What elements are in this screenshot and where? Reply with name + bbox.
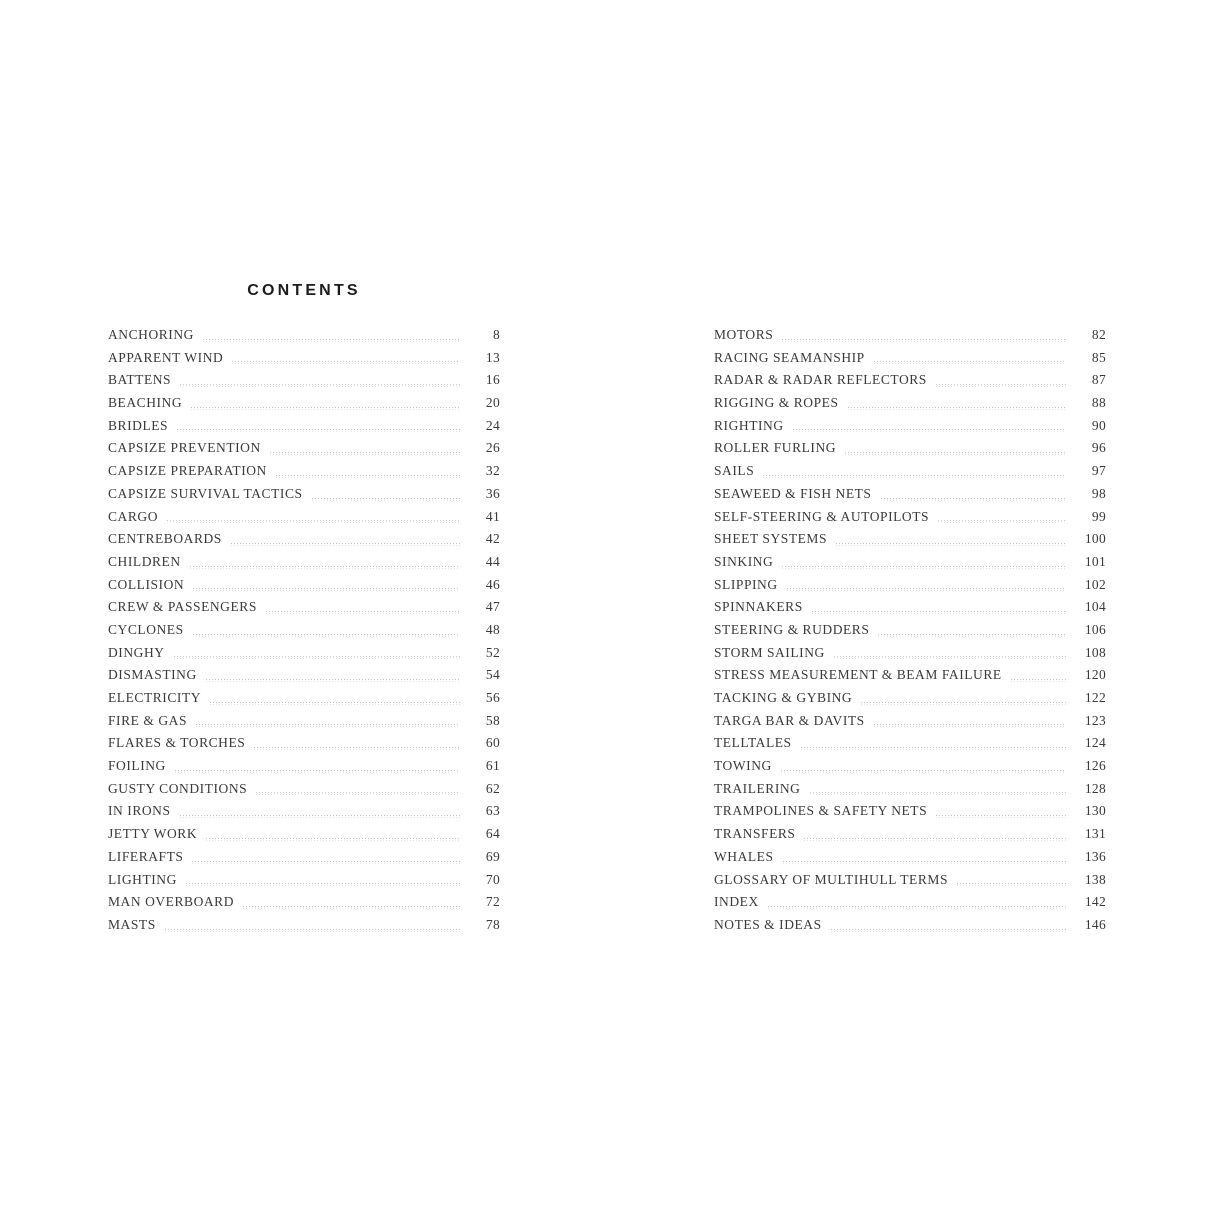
leader-dots	[787, 588, 1066, 591]
toc-entry-page-number: 32	[485, 463, 500, 479]
toc-entry-page-number: 90	[1091, 417, 1106, 433]
toc-entry	[108, 460, 500, 483]
toc-entry-title: ROLLER FURLING	[714, 440, 837, 456]
toc-entry-page-number: 97	[1091, 463, 1106, 479]
toc-entry-title: RADAR & RADAR REFLECTORS	[714, 372, 927, 388]
leader-dots	[848, 407, 1066, 410]
toc-entry-title: LIGHTING	[108, 871, 177, 887]
toc-entry	[714, 369, 1106, 392]
toc-entry	[714, 823, 1106, 846]
leader-dots	[812, 611, 1066, 614]
toc-entry-title: SELF-STEERING & AUTOPILOTS	[714, 508, 930, 524]
leader-dots	[191, 407, 460, 410]
toc-entry	[714, 460, 1106, 483]
toc-entry-page-number: 70	[485, 871, 500, 887]
leader-dots	[196, 724, 460, 727]
toc-entry-page-number: 120	[1084, 667, 1106, 683]
toc-entry-page-number: 85	[1091, 349, 1106, 365]
leader-dots	[763, 475, 1066, 478]
toc-entry	[714, 415, 1106, 438]
leader-dots	[165, 929, 460, 932]
toc-entry	[714, 914, 1106, 937]
toc-entry-title: LIFERAFTS	[108, 848, 184, 864]
toc-entry-title: FLARES & TORCHES	[108, 735, 246, 751]
toc-entry	[714, 528, 1106, 551]
toc-entry-title: SLIPPING	[714, 576, 778, 592]
leader-dots	[782, 339, 1066, 342]
toc-entry-page-number: 60	[485, 735, 500, 751]
toc-entry-page-number: 62	[485, 780, 500, 796]
toc-entry-title: BEACHING	[108, 395, 183, 411]
toc-entry-title: TACKING & GYBING	[714, 690, 853, 705]
toc-entry-title: TRANSFERS	[714, 826, 796, 842]
toc-entry	[108, 732, 500, 755]
toc-entry-page-number: 41	[485, 508, 500, 524]
leader-dots	[193, 588, 460, 591]
toc-entry-page-number: 88	[1091, 395, 1106, 411]
toc-entry	[714, 642, 1106, 665]
toc-entry	[714, 619, 1106, 642]
toc-entry-title: NOTES & IDEAS	[714, 916, 822, 932]
toc-entry-title: APPARENT WIND	[108, 349, 224, 365]
toc-entry-page-number: 26	[485, 440, 500, 456]
leader-dots	[206, 838, 460, 841]
toc-entry-title: CENTREBOARDS	[108, 531, 222, 547]
toc-entry	[714, 710, 1106, 733]
toc-entry-page-number: 46	[485, 576, 500, 592]
leader-dots	[804, 838, 1066, 841]
toc-entry-page-number: 130	[1084, 803, 1106, 819]
toc-entry-title: RIGHTING	[714, 417, 784, 433]
leader-dots	[206, 679, 460, 682]
leader-dots	[1011, 679, 1066, 682]
toc-column-right	[714, 324, 1106, 937]
toc-entry-title: GLOSSARY OF MULTIHULL TERMS	[714, 871, 949, 887]
toc-entry-title: CAPSIZE SURVIVAL TACTICS	[108, 485, 303, 501]
leader-dots	[266, 611, 460, 614]
leader-dots	[801, 747, 1066, 750]
toc-entry-title: ELECTRICITY	[108, 690, 202, 705]
toc-entry-title: CARGO	[108, 508, 159, 524]
toc-entry	[108, 574, 500, 597]
leader-dots	[793, 429, 1066, 432]
toc-entry-title: STORM SAILING	[714, 644, 825, 660]
toc-entry-page-number: 101	[1084, 553, 1106, 569]
toc-entry-title: DINGHY	[108, 644, 165, 660]
leader-dots	[836, 543, 1066, 546]
toc-entry	[108, 392, 500, 415]
leader-dots	[193, 634, 460, 637]
toc-entry-title: CAPSIZE PREVENTION	[108, 440, 261, 456]
toc-entry	[108, 664, 500, 687]
toc-entry-title: TELLTALES	[714, 735, 792, 751]
leader-dots	[782, 566, 1066, 569]
toc-entry-page-number: 108	[1084, 644, 1106, 660]
toc-entry	[108, 755, 500, 778]
leader-dots	[174, 656, 460, 659]
toc-entry	[714, 574, 1106, 597]
leader-dots	[254, 747, 460, 750]
toc-entry	[714, 506, 1106, 529]
toc-entry	[108, 642, 500, 665]
toc-entry	[108, 687, 500, 710]
toc-entry-title: JETTY WORK	[108, 826, 198, 842]
toc-entry	[108, 869, 500, 892]
toc-entry	[108, 551, 500, 574]
toc-entry-page-number: 47	[485, 599, 500, 615]
toc-entry	[714, 392, 1106, 415]
toc-entry-title: STEERING & RUDDERS	[714, 621, 870, 637]
toc-entry-title: SAILS	[714, 463, 755, 479]
toc-entry-title: MASTS	[108, 916, 156, 932]
toc-entry	[108, 619, 500, 642]
toc-entry-title: BATTENS	[108, 372, 172, 388]
leader-dots	[203, 339, 460, 342]
toc-entry-title: STRESS MEASUREMENT & BEAM FAILURE	[714, 667, 1002, 683]
toc-entry-title: SPINNAKERS	[714, 599, 803, 615]
toc-entry-title: MOTORS	[714, 327, 774, 342]
leader-dots	[936, 815, 1066, 818]
toc-entry-title: TRAILERING	[714, 780, 801, 796]
toc-entry-title: CREW & PASSENGERS	[108, 599, 257, 615]
toc-entry-page-number: 82	[1091, 327, 1106, 342]
toc-entry-page-number: 24	[485, 417, 500, 433]
toc-entry	[108, 347, 500, 370]
toc-entry-title: TOWING	[714, 758, 772, 774]
toc-entry-page-number: 146	[1084, 916, 1106, 932]
toc-entry-title: CHILDREN	[108, 553, 181, 569]
leader-dots	[243, 906, 460, 909]
leader-dots	[186, 883, 460, 886]
leader-dots	[874, 361, 1066, 364]
toc-entry-title: SINKING	[714, 553, 774, 569]
leader-dots	[957, 883, 1066, 886]
toc-entry-page-number: 72	[485, 894, 500, 910]
toc-entry-title: BRIDLES	[108, 417, 169, 433]
toc-entry	[714, 664, 1106, 687]
leader-dots	[270, 452, 460, 455]
leader-dots	[768, 906, 1066, 909]
toc-entry-page-number: 8	[492, 327, 500, 342]
toc-entry-page-number: 58	[485, 712, 500, 728]
leader-dots	[781, 770, 1066, 773]
toc-entry-title: GUSTY CONDITIONS	[108, 780, 248, 796]
toc-entry-page-number: 54	[485, 667, 500, 683]
toc-entry-page-number: 106	[1084, 621, 1106, 637]
toc-entry	[108, 846, 500, 869]
leader-dots	[845, 452, 1066, 455]
leader-dots	[210, 702, 460, 705]
toc-entry	[714, 324, 1106, 347]
toc-entry-page-number: 52	[485, 644, 500, 660]
toc-entry	[714, 347, 1106, 370]
leader-dots	[874, 724, 1066, 727]
toc-entry-page-number: 48	[485, 621, 500, 637]
toc-entry-page-number: 56	[485, 690, 500, 705]
toc-entry	[714, 732, 1106, 755]
leader-dots	[312, 498, 460, 501]
toc-entry	[714, 778, 1106, 801]
toc-entry	[714, 891, 1106, 914]
leader-dots	[276, 475, 460, 478]
toc-entry	[108, 891, 500, 914]
toc-entry	[714, 437, 1106, 460]
toc-entry-title: INDEX	[714, 894, 759, 910]
toc-entry-page-number: 128	[1084, 780, 1106, 796]
leader-dots	[256, 792, 460, 795]
toc-entry-page-number: 122	[1084, 690, 1106, 705]
leader-dots	[834, 656, 1066, 659]
toc-entry	[108, 369, 500, 392]
toc-entry	[714, 483, 1106, 506]
toc-entry-page-number: 44	[485, 553, 500, 569]
leader-dots	[192, 861, 460, 864]
leader-dots	[167, 520, 460, 523]
toc-entry-page-number: 87	[1091, 372, 1106, 388]
toc-entry-title: RACING SEAMANSHIP	[714, 349, 865, 365]
toc-entry-title: TARGA BAR & DAVITS	[714, 712, 865, 728]
toc-entry-title: CAPSIZE PREPARATION	[108, 463, 267, 479]
toc-entry	[714, 551, 1106, 574]
toc-entry-page-number: 96	[1091, 440, 1106, 456]
toc-entry-title: FIRE & GAS	[108, 712, 188, 728]
toc-entry-title: IN IRONS	[108, 803, 171, 819]
toc-entry-title: CYCLONES	[108, 621, 184, 637]
leader-dots	[177, 429, 460, 432]
toc-entry	[714, 869, 1106, 892]
toc-entry	[108, 914, 500, 937]
toc-entry-title: ANCHORING	[108, 327, 194, 342]
leader-dots	[180, 384, 460, 387]
toc-entry-title: FOILING	[108, 758, 166, 774]
toc-entry	[108, 324, 500, 347]
toc-entry	[714, 755, 1106, 778]
toc-entry	[108, 823, 500, 846]
leader-dots	[231, 543, 460, 546]
toc-entry-page-number: 100	[1084, 531, 1106, 547]
toc-entry	[108, 437, 500, 460]
toc-entry	[108, 800, 500, 823]
leader-dots	[881, 498, 1067, 501]
toc-entry	[108, 596, 500, 619]
leader-dots	[232, 361, 460, 364]
toc-entry-page-number: 102	[1084, 576, 1106, 592]
toc-entry	[108, 415, 500, 438]
toc-entry-page-number: 61	[485, 758, 500, 774]
toc-entry-page-number: 69	[485, 848, 500, 864]
toc-entry-title: DISMASTING	[108, 667, 197, 683]
toc-entry-page-number: 131	[1084, 826, 1106, 842]
leader-dots	[936, 384, 1066, 387]
toc-entry-title: COLLISION	[108, 576, 185, 592]
toc-entry-page-number: 104	[1084, 599, 1106, 615]
toc-entry-title: SHEET SYSTEMS	[714, 531, 828, 547]
toc-entry-page-number: 36	[485, 485, 500, 501]
toc-entry-page-number: 78	[485, 916, 500, 932]
toc-entry	[714, 596, 1106, 619]
toc-entry	[108, 778, 500, 801]
leader-dots	[175, 770, 460, 773]
toc-entry-title: RIGGING & ROPES	[714, 395, 839, 411]
toc-entry-page-number: 16	[485, 372, 500, 388]
toc-entry	[714, 687, 1106, 710]
toc-entry	[108, 710, 500, 733]
toc-entry-page-number: 63	[485, 803, 500, 819]
page-title: CONTENTS	[247, 282, 361, 299]
toc-entry-page-number: 138	[1084, 871, 1106, 887]
toc-entry	[714, 800, 1106, 823]
leader-dots	[783, 861, 1066, 864]
leader-dots	[861, 702, 1066, 705]
toc-entry-title: MAN OVERBOARD	[108, 894, 235, 910]
toc-entry	[714, 846, 1106, 869]
toc-entry-page-number: 123	[1084, 712, 1106, 728]
toc-entry-page-number: 136	[1084, 848, 1106, 864]
toc-entry-title: WHALES	[714, 848, 774, 864]
toc-entry	[108, 483, 500, 506]
toc-entry-page-number: 124	[1084, 735, 1106, 751]
toc-column-left	[108, 324, 500, 937]
toc-entry-title: SEAWEED & FISH NETS	[714, 485, 872, 501]
leader-dots	[938, 520, 1066, 523]
toc-entry-page-number: 20	[485, 395, 500, 411]
toc-entry-page-number: 126	[1084, 758, 1106, 774]
toc-entry-page-number: 99	[1091, 508, 1106, 524]
toc-entry	[108, 528, 500, 551]
toc-entry-page-number: 13	[485, 349, 500, 365]
toc-entry-title: TRAMPOLINES & SAFETY NETS	[714, 803, 928, 819]
leader-dots	[831, 929, 1066, 932]
toc-entry	[108, 506, 500, 529]
leader-dots	[180, 815, 460, 818]
leader-dots	[190, 566, 460, 569]
leader-dots	[810, 792, 1067, 795]
toc-entry-page-number: 64	[485, 826, 500, 842]
toc-entry-page-number: 98	[1091, 485, 1106, 501]
leader-dots	[878, 634, 1066, 637]
toc-entry-page-number: 42	[485, 531, 500, 547]
toc-entry-page-number: 142	[1084, 894, 1106, 910]
